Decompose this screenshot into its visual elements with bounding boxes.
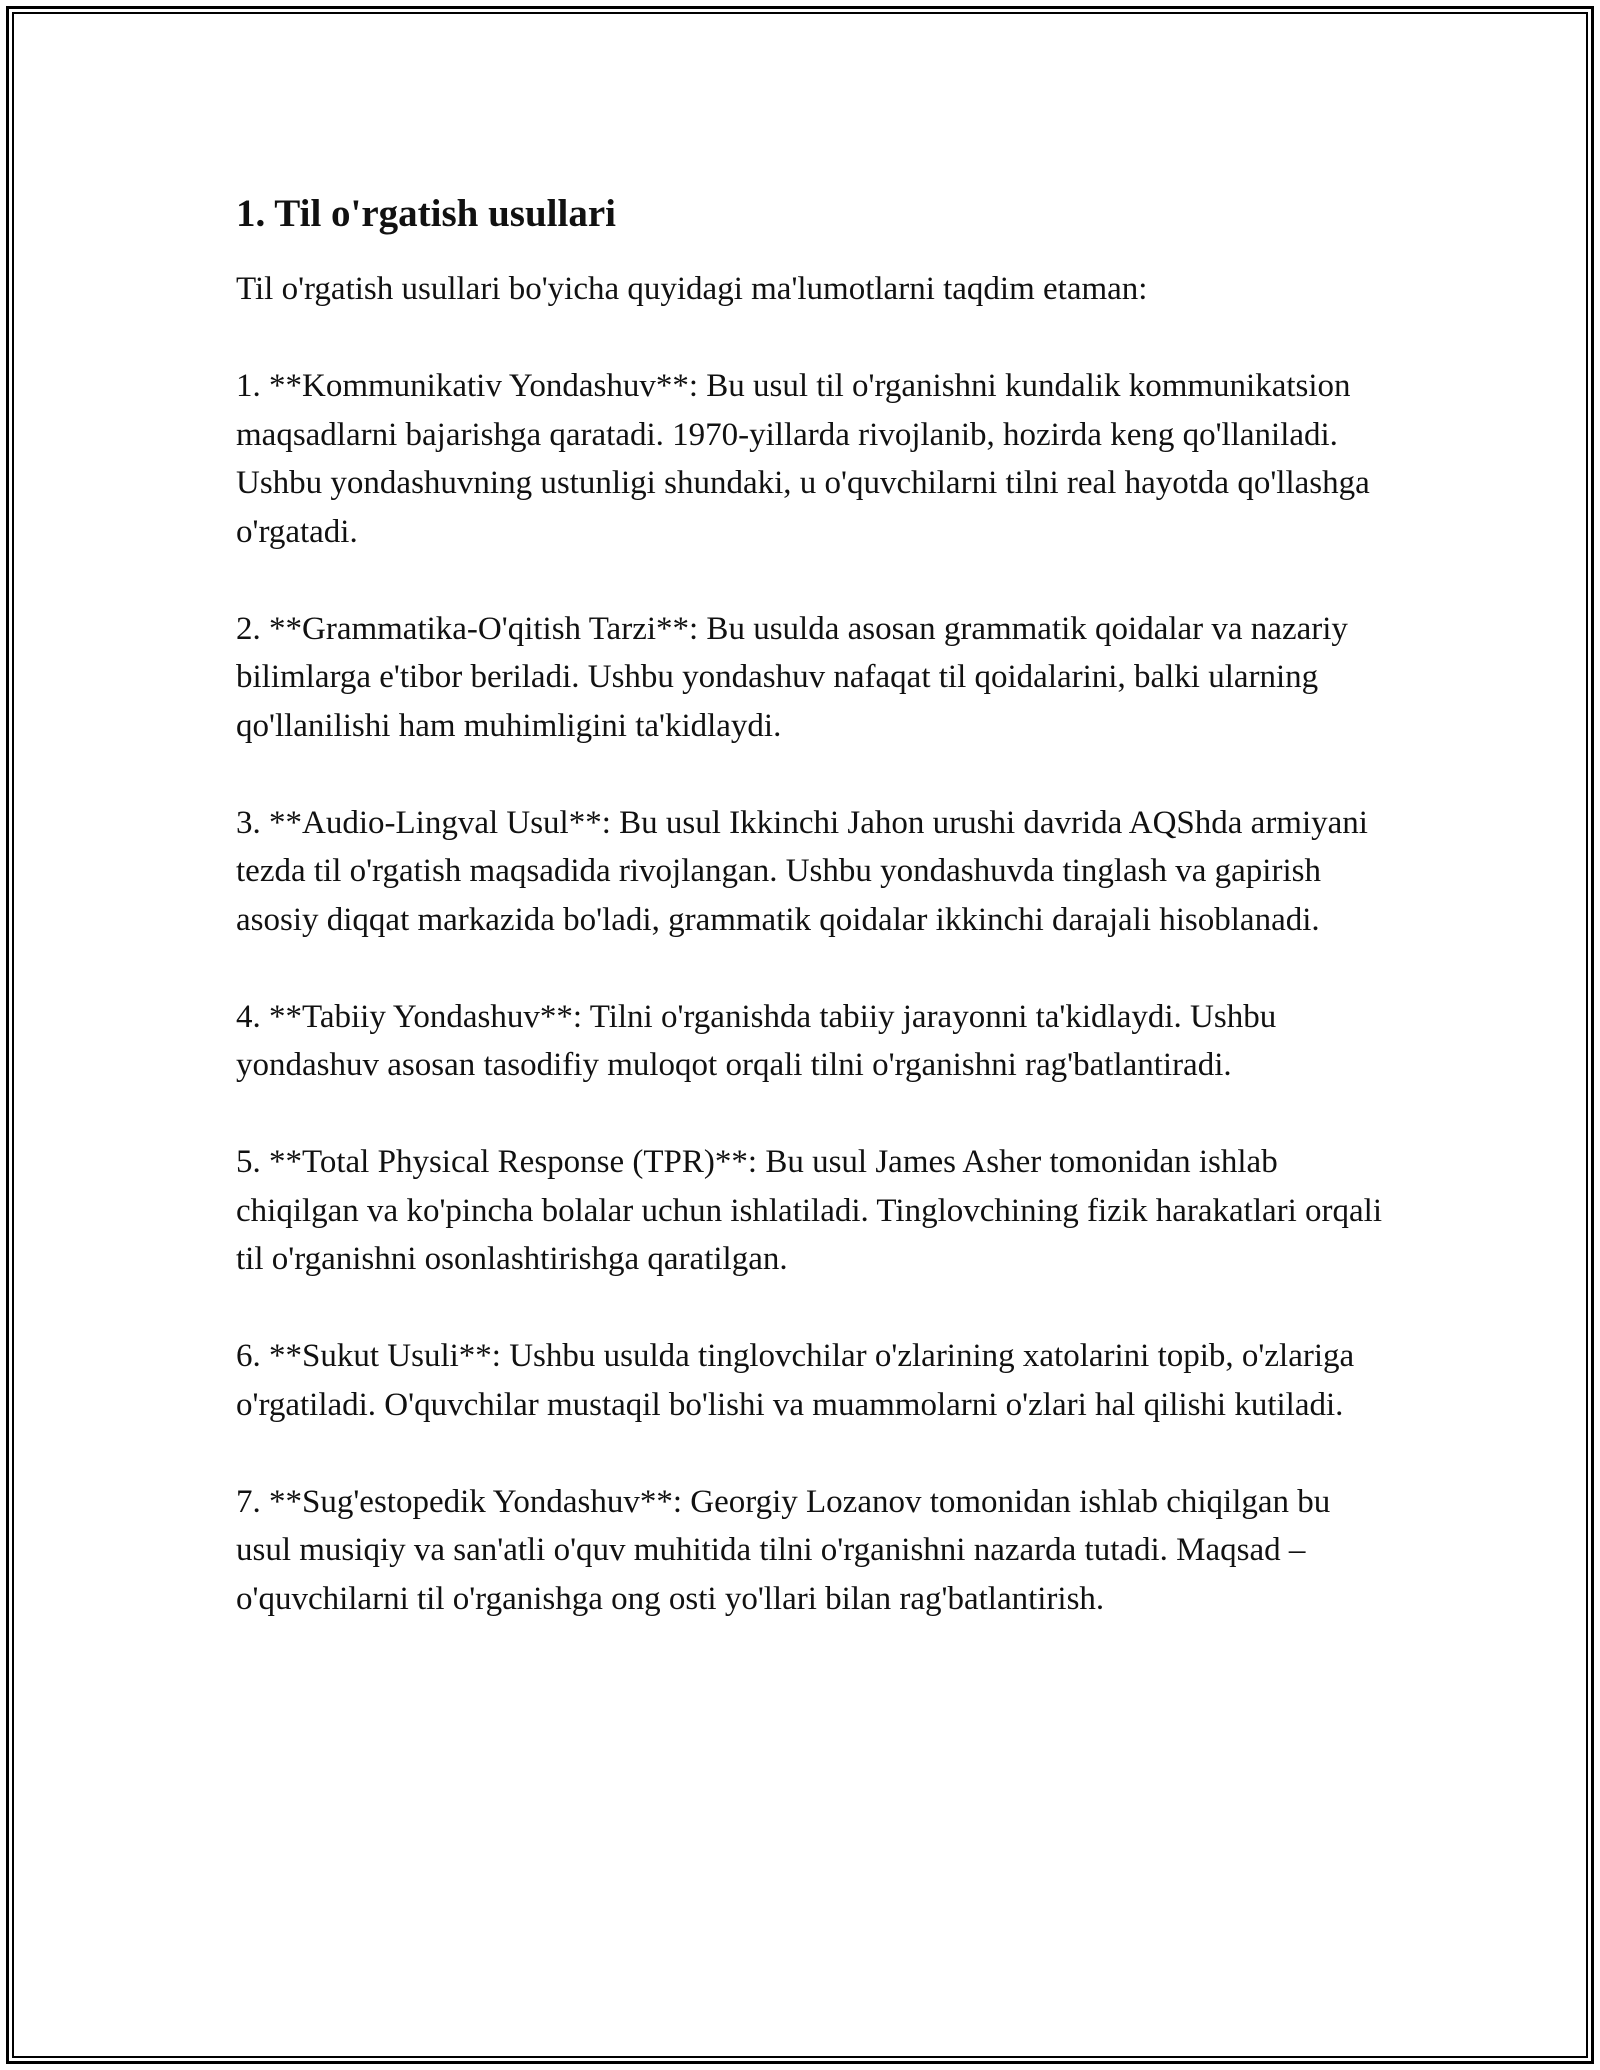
- method-item-5: 5. **Total Physical Response (TPR)**: Bu usul James Asher tomonidan ishlab chiqilgan va ko'pincha bolalar uchun ishlatiladi. Tinglovchining fizik harakatlari orqali til o'rganishni osonlashtirishga qaratilgan.: [236, 1144, 1383, 1277]
- method-item-7: 7. **Sug'estopedik Yondashuv**: Georgiy Lozanov tomonidan ishlab chiqilgan bu usul musiqiy va san'atli o'quv muhitida tilni o'rganishni nazarda tutadi. Maqsad – o'quvchilarni til o'rganishga ong osti yo'llari bilan rag'batlantirish.: [236, 1483, 1331, 1617]
- method-item-2: 2. **Grammatika-O'qitish Tarzi**: Bu usulda asosan grammatik qoidalar va nazariy bilimlarga e'tibor beriladi. Ushbu yondashuv nafaqat til qoidalarini, balki ularning qo'llanilishi ham muhimligini ta'kidlaydi.: [236, 610, 1348, 744]
- intro-paragraph: Til o'rgatish usullari bo'yicha quyidagi ma'lumotlarni taqdim etaman:: [236, 271, 1148, 307]
- method-item-4: 4. **Tabiiy Yondashuv**: Tilni o'rganishda tabiiy jarayonni ta'kidlaydi. Ushbu yondashuv asosan tasodifiy muloqot orqali tilni o'rganishni rag'batlantiradi.: [236, 998, 1277, 1083]
- document-body: [236, 186, 1386, 1672]
- method-item-6: 6. **Sukut Usuli**: Ushbu usulda tinglovchilar o'zlarining xatolarini topib, o'zlariga o'rgatiladi. O'quvchilar mustaqil bo'lishi va muammolarni o'zlari hal qilishi kutiladi.: [236, 1338, 1355, 1423]
- method-item-1: 1. **Kommunikativ Yondashuv**: Bu usul til o'rganishni kundalik kommunikatsion maqsadlarni bajarishga qaratadi. 1970-yillarda rivojlanib, hozirda keng qo'llaniladi. Ushbu yondashuvning ustunligi shundaki, u o'quvchilarni tilni real hayotda qo'llashga o'rgatadi.: [236, 368, 1370, 550]
- document-title: 1. Til o'rgatish usullari: [236, 192, 616, 235]
- method-item-3: 3. **Audio-Lingval Usul**: Bu usul Ikkinchi Jahon urushi davrida AQShda armiyani tezda til o'rgatish maqsadida rivojlangan. Ushbu yondashuvda tinglash va gapirish asosiy diqqat markazida bo'ladi, grammatik qoidalar ikkinchi darajali hisoblanadi.: [236, 804, 1368, 938]
